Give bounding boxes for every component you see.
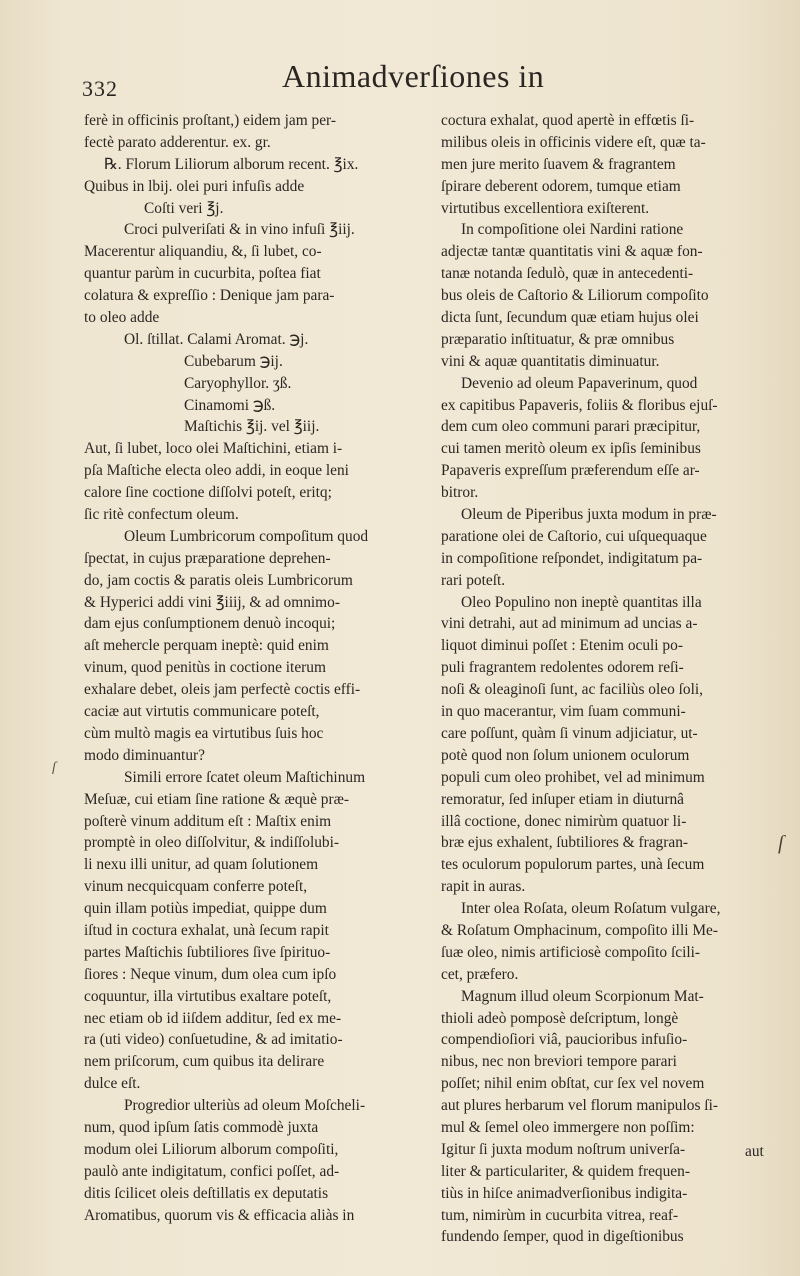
text-line: cet, præfero. — [441, 965, 519, 983]
text-line: poſſet; nihil enim obſtat, cur ſex vel novem — [441, 1075, 705, 1093]
left-margin-mark: ſ — [52, 760, 56, 775]
text-line: aut plures herbarum vel florum manipulos ſi- — [441, 1097, 718, 1115]
text-line: Aut, ſi lubet, loco olei Maſtichini, etiam i- — [84, 440, 343, 458]
text-line: tum, nimirùm in cucurbita vitrea, reaf- — [441, 1206, 679, 1224]
text-line: calore ſine coctione diſſolvi poteſt, eritq; — [84, 484, 332, 502]
text-line: colatura & expreſſio : Denique jam para- — [84, 287, 335, 305]
text-line: to oleo adde — [84, 309, 160, 327]
page-header — [82, 58, 782, 102]
text-line: illâ coctione, donec nimirùm quatuor li- — [441, 812, 687, 830]
text-line: Aromatibus, quorum vis & efficacia aliàs in — [84, 1206, 355, 1224]
text-line: milibus oleis in officinis videre eſt, quæ ta- — [441, 133, 706, 151]
text-line: præparatio inſtituatur, & præ omnibus — [441, 330, 675, 348]
text-line: Devenio ad oleum Papaverinum, quod — [461, 374, 698, 392]
text-line: Croci pulveriſati & in vino infuſi ℥iij. — [124, 221, 355, 239]
text-line: paratione olei de Caſtorio, cui uſquequaque — [441, 527, 707, 545]
text-line: ditis ſcilicet oleis deſtillatis ex deputatis — [84, 1184, 329, 1202]
text-line: Oleo Populino non ineptè quantitas illa — [461, 593, 702, 611]
text-line: in quo macerantur, vim ſuam communi- — [441, 703, 686, 721]
text-line: compendioſiori viâ, paucioribus infuſio- — [441, 1031, 688, 1049]
text-line: liter & particulariter, & quidem frequen- — [441, 1162, 690, 1180]
text-line: Meſuæ, cui etiam ſine ratione & æquè præ- — [84, 790, 349, 808]
text-line: vini detrahi, aut ad minimum ad uncias a- — [441, 615, 698, 633]
text-line: Inter olea Roſata, oleum Roſatum vulgare, — [461, 900, 721, 918]
text-line: aſt mehercle perquam ineptè: quid enim — [84, 637, 329, 655]
text-line: caciæ aut virtutis communicare poteſt, — [84, 703, 320, 721]
text-line: dulce eſt. — [84, 1075, 141, 1093]
text-line: dicta ſunt, ſecundum quæ etiam hujus olei — [441, 309, 699, 327]
text-line: thioli adeò pomposè deſcriptum, longè — [441, 1009, 679, 1027]
text-line: tiùs in hiſce animadverſionibus indigita- — [441, 1184, 688, 1202]
text-line: dem cum oleo communi parari præcipitur, — [441, 418, 701, 436]
text-line: In compoſitione olei Nardini ratione — [461, 221, 684, 239]
text-line: nem priſcorum, cum quibus ita delirare — [84, 1053, 325, 1071]
text-line: nibus, nec non breviori tempore parari — [441, 1053, 677, 1071]
text-line: ſic ritè confectum oleum. — [84, 506, 239, 524]
text-line: coctura exhalat, quod apertè in effœtis ſi- — [441, 112, 695, 129]
text-line: in compoſitione reſpondet, indigitatum pa- — [441, 549, 703, 567]
text-line: Simili errore ſcatet oleum Maſtichinum — [124, 768, 366, 786]
text-line: ferè in officinis proſtant,) eidem jam per- — [84, 112, 336, 129]
text-line: vinum necquicquam conferre poteſt, — [84, 878, 308, 896]
text-line: partes Maſtichis ſubtiliores ſive ſpirituo- — [84, 943, 331, 961]
left-text-column — [84, 110, 429, 1226]
text-line: coquuntur, illa virtutibus exaltare poteſt, — [84, 987, 332, 1005]
text-line: mul & ſemel oleo immergere non poſſim: — [441, 1118, 695, 1136]
text-line: puli fragrantem redolentes odorem reſi- — [441, 659, 684, 677]
text-line: quin illam potiùs impediat, quippe dum — [84, 900, 327, 918]
text-line: Maſtichis ℥ij. vel ℥iij. — [184, 418, 320, 436]
text-line: fundendo ſemper, quod in digeſtionibus — [441, 1228, 684, 1246]
text-line: vinum, quod penitùs in coctione iterum — [84, 659, 326, 677]
text-line: remoratur, ſed inſuper etiam in diuturnâ — [441, 790, 684, 808]
text-line: iſtud in coctura exhalat, unà ſecum rapit — [84, 921, 329, 939]
text-line: men jure merito ſuavem & fragrantem — [441, 155, 676, 173]
text-line: Quibus in lbij. olei puri infuſis adde — [84, 177, 305, 195]
text-line: Macerentur aliquandiu, &, ſi lubet, co- — [84, 243, 322, 261]
text-line: vini & aquæ quantitatis diminuatur. — [441, 352, 660, 370]
text-line: bræ ejus exhalent, ſubtiliores & fragran- — [441, 834, 689, 852]
text-line: Ol. ſtillat. Calami Aromat. ℈j. — [124, 330, 309, 348]
text-line: quantur parùm in cucurbita, poſtea fiat — [84, 265, 321, 283]
text-line: ſiores : Neque vinum, dum olea cum ipſo — [84, 965, 337, 983]
text-line: noſi & oleaginoſi ſunt, ac faciliùs oleo ſoli, — [441, 681, 704, 699]
text-line: virtutibus excellentiora exiſterent. — [441, 199, 650, 217]
catchword: aut — [745, 1143, 764, 1160]
text-line: ℞. Florum Liliorum alborum recent. ℥ix. — [104, 155, 359, 173]
text-line: Papaveris expreſſum præferendum eſſe ar- — [441, 462, 700, 480]
text-line: pſa Maſtiche electa oleo addi, in eoque leni — [84, 462, 349, 480]
text-line: Igitur ſi juxta modum noſtrum univerſa- — [441, 1140, 686, 1158]
text-line: Cubebarum ℈ij. — [184, 352, 283, 370]
text-line: modo diminuantur? — [84, 746, 205, 764]
text-line: rapit in auras. — [441, 878, 526, 896]
text-line: fectè parato adderentur. ex. gr. — [84, 133, 271, 151]
text-line: bitror. — [441, 484, 479, 502]
right-margin-mark: ſ — [778, 832, 784, 854]
text-line: num, quod ipſum ſatis commodè juxta — [84, 1118, 319, 1136]
text-line: tanæ notanda ſedulò, quæ in antecedenti- — [441, 265, 694, 283]
text-line: & Roſatum Omphacinum, compoſito illi Me- — [441, 921, 719, 939]
text-line: Progredior ulteriùs ad oleum Moſcheli- — [124, 1097, 366, 1115]
text-line: adjectæ tantæ quantitatis vini & aquæ fon- — [441, 243, 703, 261]
text-line: poſterè vinum additum eſt : Maſtix enim — [84, 812, 332, 830]
right-text-column — [441, 110, 786, 1248]
text-line: cùm multò magis ea virtutibus ſuis hoc — [84, 724, 324, 742]
text-line: ſpirare deberent odorem, tumque etiam — [441, 177, 681, 195]
text-line: ex capitibus Papaveris, foliis & floribus ejuſ- — [441, 396, 718, 414]
text-line: dam ejus conſumptionem denuò incoqui; — [84, 615, 336, 633]
text-line: ra (uti video) conſuetudine, & ad imitatio- — [84, 1031, 343, 1049]
text-line: liquot diminui poſſet : Etenim oculi po- — [441, 637, 683, 655]
text-line: rari poteſt. — [441, 571, 506, 589]
text-line: bus oleis de Caſtorio & Liliorum compoſito — [441, 287, 709, 305]
text-line: paulò ante indigitatum, confici poſſet, ad- — [84, 1162, 340, 1180]
running-title: Animadverſiones in — [282, 58, 545, 94]
text-line: ſuæ oleo, nimis artificiosè compoſito ſcili- — [441, 943, 701, 961]
text-line: Oleum de Piperibus juxta modum in præ- — [461, 506, 717, 524]
text-line: Oleum Lumbricorum compoſitum quod — [124, 527, 369, 545]
text-line: cui tamen meritò oleum ex ipſis ſeminibus — [441, 440, 701, 458]
text-line: potè quod non ſolum unionem oculorum — [441, 746, 690, 764]
text-line: li nexu illi unitur, ad quam ſolutionem — [84, 856, 319, 874]
text-line: Magnum illud oleum Scorpionum Mat- — [461, 987, 704, 1005]
text-line: Caryophyllor. ʒß. — [184, 374, 292, 392]
page-number: 332 — [82, 76, 118, 101]
text-line: care poſſunt, quàm ſi vinum adjiciatur, ut- — [441, 724, 698, 742]
text-line: ſpectat, in cujus præparatione deprehen- — [84, 549, 331, 567]
text-line: exhalare debet, oleis jam perfectè coctis effi- — [84, 681, 361, 699]
text-line: populi cum oleo prohibet, vel ad minimum — [441, 768, 705, 786]
text-line: promptè in oleo diſſolvitur, & indiſſolubi- — [84, 834, 340, 852]
text-line: modum olei Liliorum alborum compoſiti, — [84, 1140, 339, 1158]
text-line: Coſti veri ℥j. — [144, 199, 224, 217]
text-line: do, jam coctis & paratis oleis Lumbricorum — [84, 571, 353, 589]
text-line: Cinamomi ℈ß. — [184, 396, 276, 414]
text-line: nec etiam ob id iiſdem additur, ſed ex me- — [84, 1009, 342, 1027]
text-line: & Hyperici addi vini ℥iiij, & ad omnimo- — [84, 593, 340, 611]
text-line: tes oculorum populorum partes, unà ſecum — [441, 856, 705, 874]
